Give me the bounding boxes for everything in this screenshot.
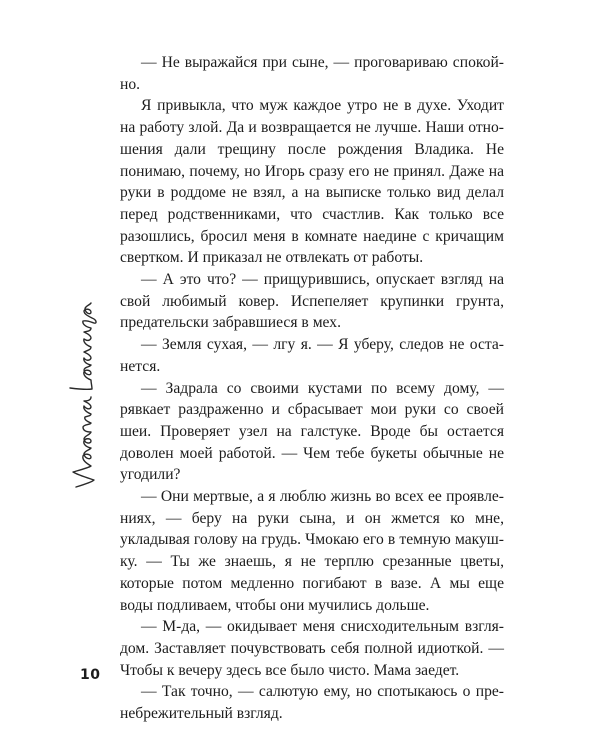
paragraph: — Они мертвые, а я люблю жизнь во всех ее проявлениях, — беру на руки сына, и он жмется ко мне, укладывая голову на грудь. Чмокаю его в темную макушку. — Ты же знаешь, я не терплю срезанные цветы, которые потом медленно погибают в вазе. А мы еще воды подливаем, чтобы они мучились дольше. — [120, 488, 504, 614]
body-text — [120, 52, 504, 725]
paragraph: — Так точно, — салютую ему, но спотыкаюсь о пренебрежительный взгляд. — [120, 683, 504, 723]
paragraph: — Земля сухая, — лгу я. — Я уберу, следов не останется. — [120, 336, 504, 375]
paragraph: — М-да, — окидывает меня снисходительным взглядом. Заставляет почувствовать себя полной идиоткой. — Чтобы к вечеру здесь все было чисто. Мама заедет. — [120, 618, 504, 679]
author-signature — [64, 300, 100, 490]
paragraph: — Не выражайся при сыне, — проговариваю спокойно. — [120, 54, 504, 93]
paragraph: — Задрала со своими кустами по всему дому, — рявкает раздраженно и сбрасывает мои руки со своей шеи. Проверяет узел на галстуке. Вроде бы остается доволен моей работой. — Чем тебе букеты обычные не угодили? — [120, 379, 504, 484]
signature-icon — [64, 300, 100, 490]
page-number: 10 — [80, 667, 101, 683]
paragraph: Я привыкла, что муж каждое утро не в духе. Уходит на работу злой. Да и возвращается не лучше. Наши отношения дали трещину после рождения Владика. Не понимаю, почему, но Игорь сразу его не принял. Даже на руки в роддоме не взял, а на выписке только вид делал перед родственниками, что счастлив. Как только все разошлись, бросил меня в комнате наедине с кричащим свертком. И приказал не отвлекать от работы. — [120, 97, 504, 267]
paragraph: — А это что? — прищурившись, опускает взгляд на свой любимый ковер. Испепеляет крупинки грунта, предательски забравшиеся в мех. — [120, 271, 504, 332]
